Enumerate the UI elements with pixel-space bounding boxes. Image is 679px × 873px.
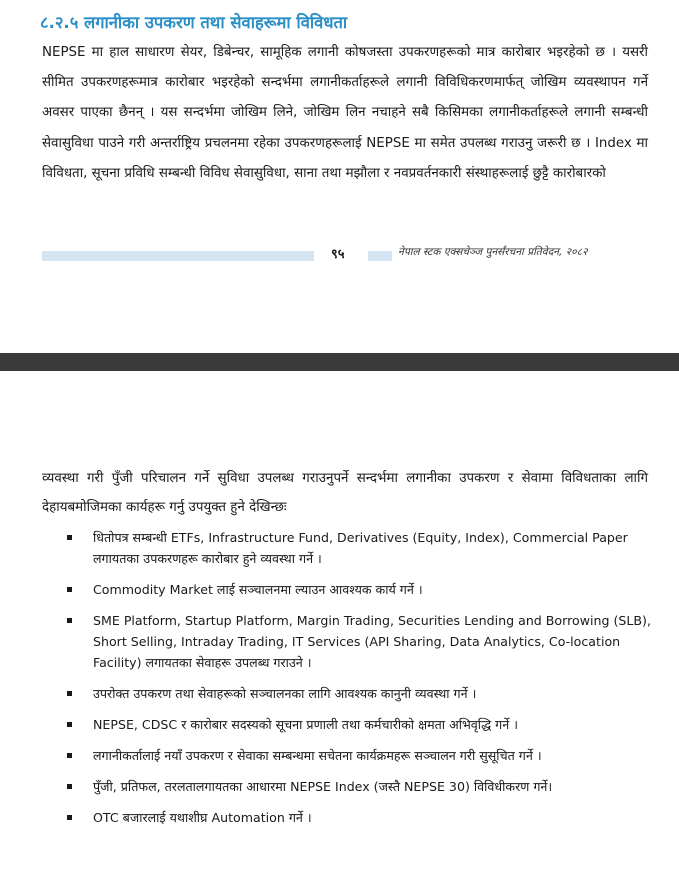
section-heading: ८.२.५ लगानीका उपकरण तथा सेवाहरूमा विविधता: [40, 13, 348, 32]
bullet-icon: [67, 722, 72, 727]
recommendation-list: [42, 527, 652, 838]
list-item-text: SME Platform, Startup Platform, Margin Trading, Securities Lending and Borrowing (SLB), Short Selling, Intraday Trading, IT Services (API Sharing, Data Analytics, Co-location Facility) लगायतका सेवाहरू उपलब्ध गराउने ।: [93, 613, 651, 670]
list-item-text: धितोपत्र सम्बन्धी ETFs, Infrastructure Fund, Derivatives (Equity, Index), Commercial Paper लगायतका उपकरणहरू कारोबार हुने व्यवस्था गर्ने ।: [93, 530, 628, 566]
list-item: [42, 527, 652, 569]
list-item-text: NEPSE, CDSC र कारोबार सदस्यको सूचना प्रणाली तथा कर्मचारीको क्षमता अभिवृद्धि गर्ने ।: [93, 717, 518, 732]
footer-publication-title: नेपाल स्टक एक्सचेञ्ज पुनर्संरचना प्रतिवेदन, २०८२: [398, 246, 588, 258]
bullet-icon: [67, 753, 72, 758]
page-break-divider: [0, 353, 679, 371]
list-item: [42, 745, 652, 766]
body-paragraph-1: NEPSE मा हाल साधारण सेयर, डिबेन्चर, सामूहिक लगानी कोषजस्ता उपकरणहरूको मात्र कारोबार भइरहेको छ । यसरी सीमित उपकरणहरूमात्र कारोबार भइरहेको सन्दर्भमा लगानीकर्ताहरूले लगानी विविधिकरणमार्फत् जोखिम व्यवस्थापन गर्ने अवसर पाएका छैनन् । यस सन्दर्भमा जोखिम लिने, जोखिम लिन नचाहने सबै किसिमका लगानीकर्ताहरूले लगानी सम्बन्धी सेवासुविधा पाउने गरी अन्तर्राष्ट्रिय प्रचलनमा रहेका उपकरणहरूलाई NEPSE मा समेत उपलब्ध गराउनु जरूरी छ । Index मा विविधता, सूचना प्रविधि सम्बन्धी विविध सेवासुविधा, साना तथा मझौला र नवप्रवर्तनकारी संस्थाहरूलाई छुट्टै कारोबारको: [42, 45, 648, 181]
list-item-text: पुँजी, प्रतिफल, तरलतालगायतका आधारमा NEPSE Index (जस्तै NEPSE 30) विविधीकरण गर्ने।: [93, 779, 553, 794]
bullet-icon: [67, 587, 72, 592]
list-item: [42, 776, 652, 797]
bullet-icon: [67, 815, 72, 820]
footer-decorative-bar-mid: [368, 251, 392, 261]
bullet-icon: [67, 691, 72, 696]
list-item-text: Commodity Market लाई सञ्चालनमा ल्याउन आवश्यक कार्य गर्ने ।: [93, 582, 423, 597]
bullet-icon: [67, 784, 72, 789]
list-item: [42, 807, 652, 828]
list-item-text: लगानीकर्तालाई नयाँ उपकरण र सेवाका सम्बन्धमा सचेतना कार्यक्रमहरू सञ्चालन गरी सुसूचित गर्ने ।: [93, 748, 542, 763]
bullet-icon: [67, 535, 72, 540]
list-item-text: OTC बजारलाई यथाशीघ्र Automation गर्ने ।: [93, 810, 312, 825]
page-footer: [0, 246, 679, 270]
list-item-text: उपरोक्त उपकरण तथा सेवाहरूको सञ्चालनका लागि आवश्यक कानुनी व्यवस्था गर्ने ।: [93, 686, 477, 701]
body-paragraph-2: व्यवस्था गरी पुँजी परिचालन गर्ने सुविधा उपलब्ध गराउनुपर्ने सन्दर्भमा लगानीका उपकरण र सेवामा विविधताका लागि देहायबमोजिमका कार्यहरू गर्नु उपयुक्त हुने देखिन्छः: [42, 471, 648, 515]
list-item: [42, 579, 652, 600]
bullet-icon: [67, 618, 72, 623]
footer-decorative-bar-left: [42, 251, 314, 261]
list-item: [42, 610, 652, 673]
page-number: ९५: [331, 247, 345, 262]
list-item: [42, 683, 652, 704]
list-item: [42, 714, 652, 735]
